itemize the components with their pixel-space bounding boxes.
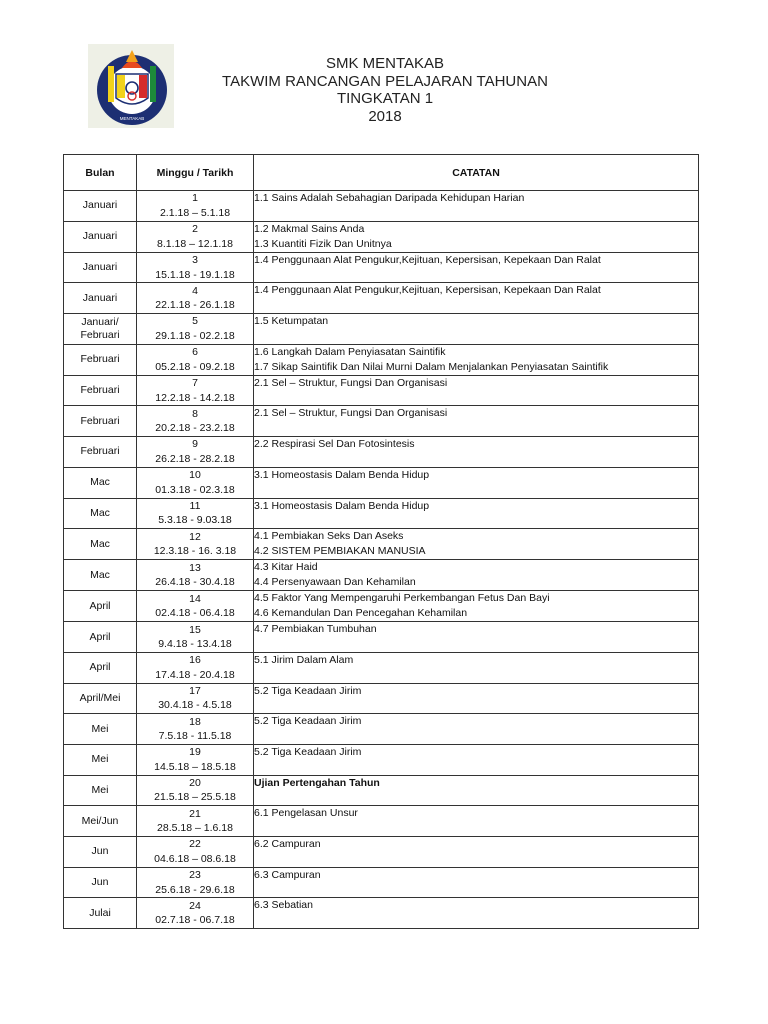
week-number: 20 [189, 776, 201, 789]
table-row [64, 867, 699, 898]
cell-catatan [254, 467, 699, 498]
cell-catatan [254, 191, 699, 222]
date-range: 14.5.18 – 18.5.18 [154, 760, 236, 773]
table-row [64, 806, 699, 837]
cell-minggu-tarikh [137, 744, 254, 775]
cell-bulan: Januari [64, 283, 137, 314]
cell-catatan [254, 714, 699, 745]
cell-catatan [254, 837, 699, 868]
date-range: 17.4.18 - 20.4.18 [155, 668, 235, 681]
cell-bulan: Mei [64, 775, 137, 806]
table-row [64, 683, 699, 714]
cell-minggu-tarikh [137, 806, 254, 837]
week-number: 13 [189, 561, 201, 574]
document-header [200, 55, 570, 125]
cell-minggu-tarikh [137, 867, 254, 898]
catatan-line: 5.2 Tiga Keadaan Jirim [254, 745, 362, 758]
week-number: 18 [189, 715, 201, 728]
catatan-line: 5.2 Tiga Keadaan Jirim [254, 684, 362, 697]
date-range: 04.6.18 – 08.6.18 [154, 852, 236, 865]
week-number: 1 [192, 192, 198, 205]
catatan-line: 2.1 Sel – Struktur, Fungsi Dan Organisasi [254, 407, 448, 420]
cell-bulan: Februari [64, 344, 137, 375]
cell-minggu-tarikh [137, 714, 254, 745]
cell-catatan [254, 437, 699, 468]
table-row [64, 437, 699, 468]
table-row [64, 406, 699, 437]
cell-bulan: Februari [64, 375, 137, 406]
date-range: 29.1.18 - 02.2.18 [155, 329, 235, 342]
week-number: 15 [189, 623, 201, 636]
table-row [64, 591, 699, 622]
table-row [64, 652, 699, 683]
catatan-line: 3.1 Homeostasis Dalam Benda Hidup [254, 468, 430, 481]
school-logo [88, 44, 174, 128]
cell-catatan [254, 591, 699, 622]
week-number: 24 [189, 899, 201, 912]
table-row [64, 375, 699, 406]
cell-bulan: April/Mei [64, 683, 137, 714]
week-number: 8 [192, 407, 198, 420]
date-range: 5.3.18 - 9.03.18 [158, 514, 232, 527]
date-range: 20.2.18 - 23.2.18 [155, 422, 235, 435]
cell-bulan: Februari [64, 406, 137, 437]
cell-minggu-tarikh [137, 406, 254, 437]
catatan-line: 1.4 Penggunaan Alat Pengukur,Kejituan, Kepersisan, Kepekaan Dan Ralat [254, 284, 601, 297]
week-number: 4 [192, 284, 198, 297]
table-row [64, 252, 699, 283]
cell-catatan [254, 344, 699, 375]
schedule-table [63, 154, 699, 929]
cell-minggu-tarikh [137, 898, 254, 929]
date-range: 02.7.18 - 06.7.18 [155, 914, 235, 927]
table-row [64, 837, 699, 868]
date-range: 9.4.18 - 13.4.18 [158, 638, 232, 651]
header-bulan: Bulan [64, 155, 137, 191]
catatan-line: 6.1 Pengelasan Unsur [254, 807, 358, 820]
table-row [64, 221, 699, 252]
date-range: 25.6.18 - 29.6.18 [155, 883, 235, 896]
cell-minggu-tarikh [137, 560, 254, 591]
catatan-line: 1.1 Sains Adalah Sebahagian Daripada Kehidupan Harian [254, 192, 525, 204]
date-range: 26.4.18 - 30.4.18 [155, 576, 235, 589]
cell-minggu-tarikh [137, 622, 254, 653]
catatan-line: 6.3 Campuran [254, 868, 321, 881]
catatan-line: 1.3 Kuantiti Fizik Dan Unitnya [254, 237, 392, 250]
cell-catatan [254, 806, 699, 837]
week-number: 10 [189, 469, 201, 482]
cell-bulan: Januari/ Februari [64, 314, 137, 345]
catatan-line: 6.3 Sebatian [254, 899, 313, 912]
catatan-line: 4.1 Pembiakan Seks Dan Aseks [254, 530, 404, 543]
cell-minggu-tarikh [137, 683, 254, 714]
cell-bulan: Julai [64, 898, 137, 929]
cell-catatan [254, 375, 699, 406]
cell-minggu-tarikh [137, 437, 254, 468]
table-row [64, 529, 699, 560]
table-row [64, 775, 699, 806]
cell-minggu-tarikh [137, 191, 254, 222]
week-number: 19 [189, 746, 201, 759]
date-range: 2.1.18 – 5.1.18 [159, 206, 231, 219]
table-row [64, 314, 699, 345]
cell-bulan: April [64, 622, 137, 653]
week-number: 14 [189, 592, 201, 605]
catatan-line: 1.2 Makmal Sains Anda [254, 222, 365, 235]
cell-bulan: Mei [64, 744, 137, 775]
form-level: TINGKATAN 1 [336, 90, 434, 107]
cell-minggu-tarikh [137, 498, 254, 529]
week-number: 9 [192, 438, 198, 451]
week-number: 2 [192, 223, 198, 236]
table-row [64, 622, 699, 653]
cell-minggu-tarikh [137, 837, 254, 868]
cell-minggu-tarikh [137, 344, 254, 375]
cell-catatan [254, 775, 699, 806]
catatan-line: 4.6 Kemandulan Dan Pencegahan Kehamilan [254, 607, 468, 620]
catatan-line: 5.1 Jirim Dalam Alam [254, 653, 354, 666]
cell-catatan [254, 406, 699, 437]
cell-catatan [254, 283, 699, 314]
cell-bulan: Februari [64, 437, 137, 468]
cell-minggu-tarikh [137, 375, 254, 406]
cell-minggu-tarikh [137, 775, 254, 806]
catatan-line: 2.1 Sel – Struktur, Fungsi Dan Organisasi [254, 376, 448, 389]
cell-minggu-tarikh [137, 529, 254, 560]
cell-bulan: Mei [64, 714, 137, 745]
cell-bulan: Jun [64, 867, 137, 898]
cell-catatan [254, 221, 699, 252]
date-range: 15.1.18 - 19.1.18 [155, 268, 235, 281]
week-number: 5 [192, 315, 198, 328]
cell-minggu-tarikh [137, 467, 254, 498]
cell-minggu-tarikh [137, 283, 254, 314]
cell-bulan: Mac [64, 529, 137, 560]
cell-minggu-tarikh [137, 652, 254, 683]
catatan-line: 1.5 Ketumpatan [254, 315, 329, 328]
school-crest-icon [88, 44, 174, 128]
cell-bulan: April [64, 652, 137, 683]
table-row [64, 560, 699, 591]
cell-catatan [254, 498, 699, 529]
date-range: 22.1.18 - 26.1.18 [155, 299, 235, 312]
date-range: 7.5.18 - 11.5.18 [158, 730, 232, 743]
date-range: 8.1.18 – 12.1.18 [157, 237, 233, 250]
date-range: 02.4.18 - 06.4.18 [155, 607, 235, 620]
date-range: 28.5.18 – 1.6.18 [157, 822, 233, 835]
cell-bulan: Mac [64, 498, 137, 529]
cell-catatan [254, 314, 699, 345]
cell-catatan [254, 683, 699, 714]
week-number: 17 [189, 684, 201, 697]
catatan-line: Ujian Pertengahan Tahun [254, 776, 380, 789]
week-number: 6 [192, 346, 198, 359]
cell-catatan [254, 622, 699, 653]
table-row [64, 498, 699, 529]
school-name: SMK MENTAKAB [325, 55, 445, 72]
week-number: 21 [189, 807, 201, 820]
date-range: 12.2.18 - 14.2.18 [155, 391, 235, 404]
catatan-line: 4.4 Persenyawaan Dan Kehamilan [254, 576, 416, 589]
cell-bulan: Januari [64, 221, 137, 252]
cell-bulan: Mei/Jun [64, 806, 137, 837]
week-number: 22 [189, 838, 201, 851]
catatan-line: 4.3 Kitar Haid [254, 561, 318, 574]
date-range: 05.2.18 - 09.2.18 [155, 360, 235, 373]
cell-minggu-tarikh [137, 252, 254, 283]
cell-minggu-tarikh [137, 591, 254, 622]
cell-minggu-tarikh [137, 314, 254, 345]
week-number: 7 [192, 377, 198, 390]
catatan-line: 4.5 Faktor Yang Mempengaruhi Perkembangan Fetus Dan Bayi [254, 592, 550, 605]
catatan-line: 5.2 Tiga Keadaan Jirim [254, 715, 362, 728]
date-range: 26.2.18 - 28.2.18 [155, 452, 235, 465]
table-header-row [64, 155, 699, 191]
cell-bulan: Mac [64, 467, 137, 498]
table-row [64, 467, 699, 498]
date-range: 01.3.18 - 02.3.18 [155, 483, 235, 496]
cell-bulan: Januari [64, 252, 137, 283]
week-number: 11 [189, 499, 201, 512]
table-row [64, 744, 699, 775]
week-number: 3 [192, 254, 198, 267]
table-row [64, 714, 699, 745]
week-number: 12 [189, 530, 201, 543]
catatan-line: 4.7 Pembiakan Tumbuhan [254, 623, 377, 636]
header-minggu-tarikh: Minggu / Tarikh [137, 155, 254, 191]
date-range: 21.5.18 – 25.5.18 [154, 791, 236, 804]
week-number: 23 [189, 869, 201, 882]
cell-catatan [254, 744, 699, 775]
cell-bulan: Januari [64, 191, 137, 222]
cell-bulan: Mac [64, 560, 137, 591]
table-row [64, 898, 699, 929]
cell-bulan: Jun [64, 837, 137, 868]
date-range: 12.3.18 - 16. 3.18 [153, 545, 237, 558]
catatan-line: 2.2 Respirasi Sel Dan Fotosintesis [254, 438, 415, 451]
cell-catatan [254, 560, 699, 591]
cell-catatan [254, 529, 699, 560]
catatan-line: 6.2 Campuran [254, 838, 321, 850]
cell-catatan [254, 652, 699, 683]
cell-catatan [254, 252, 699, 283]
table-row [64, 283, 699, 314]
header-catatan: CATATAN [254, 155, 699, 191]
cell-catatan [254, 867, 699, 898]
cell-bulan: April [64, 591, 137, 622]
logo-ring-text: MENTAKAB [119, 116, 145, 121]
cell-catatan [254, 898, 699, 929]
document-year: 2018 [368, 107, 402, 125]
document-title: TAKWIM RANCANGAN PELAJARAN TAHUNAN [222, 72, 548, 90]
week-number: 16 [189, 654, 201, 667]
catatan-line: 3.1 Homeostasis Dalam Benda Hidup [254, 499, 430, 512]
catatan-line: 1.4 Penggunaan Alat Pengukur,Kejituan, Kepersisan, Kepekaan Dan Ralat [254, 253, 601, 266]
catatan-line: 1.7 Sikap Saintifik Dan Nilai Murni Dalam Menjalankan Penyiasatan Saintifik [254, 360, 609, 373]
table-row [64, 191, 699, 222]
catatan-line: 1.6 Langkah Dalam Penyiasatan Saintifik [254, 345, 446, 358]
date-range: 30.4.18 - 4.5.18 [158, 699, 232, 712]
cell-minggu-tarikh [137, 221, 254, 252]
catatan-line: 4.2 SISTEM PEMBIAKAN MANUSIA [254, 545, 426, 558]
table-row [64, 344, 699, 375]
